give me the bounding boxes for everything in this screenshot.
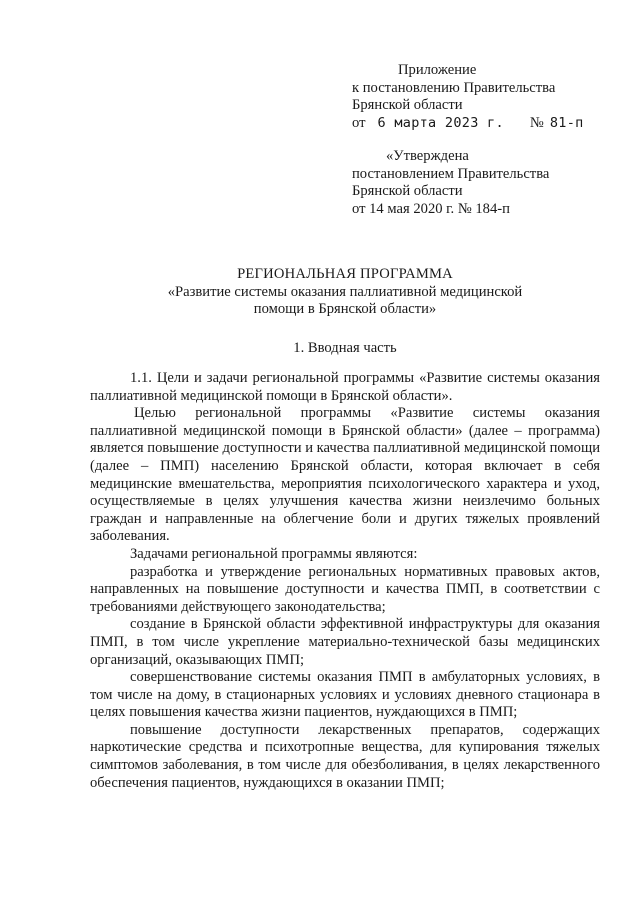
order-number: 81-п — [549, 114, 584, 131]
appendix-line-resolution: к постановлению Правительства — [352, 79, 556, 96]
program-subtitle-line-2: помощи в Брянской области» — [253, 301, 437, 318]
approved-line-resolution: постановлением Правительства — [352, 165, 550, 182]
order-date: 6 марта 2023 г. — [377, 114, 504, 131]
appendix-title: Приложение — [398, 62, 477, 78]
program-subtitle-line-1: «Развитие системы оказания паллиативной медицинской — [167, 283, 523, 300]
paragraph: Задачами региональной программы являются: — [130, 545, 418, 562]
order-prefix: от — [352, 114, 366, 131]
paragraph: совершенствование системы оказания ПМП в амбулаторных условиях, в том числе на дому, в стационарных условиях и условиях дневного стационара в целях повышения качества жизни пациентов, нуждающихся в ПМП; — [90, 669, 600, 721]
body-text — [90, 370, 600, 792]
order-number-prefix: № — [529, 114, 544, 131]
program-title-block — [90, 266, 600, 319]
paragraph: создание в Брянской области эффективной инфраструктуры для оказания ПМП, в том числе укрепление материально-технической базы медицинских организаций, оказывающих ПМП; — [90, 616, 600, 668]
paragraph: повышение доступности лекарственных препаратов, содержащих наркотические средства и психотропные вещества, для купирования тяжелых симптомов заболевания, в том числе для обезболивания, в целях лекарственного обеспечения пациентов, нуждающихся в оказании ПМП; — [90, 721, 600, 791]
appendix-line-region: Брянской области — [352, 97, 463, 114]
section-heading: 1. Вводная часть — [293, 340, 397, 356]
approved-line-region: Брянской области — [352, 183, 463, 200]
approved-title: «Утверждена — [386, 148, 469, 164]
program-title: РЕГИОНАЛЬНАЯ ПРОГРАММА — [237, 266, 453, 282]
approved-block — [352, 148, 622, 218]
approved-line-date: от 14 мая 2020 г. № 184-п — [352, 200, 510, 217]
appendix-order-line — [352, 115, 622, 133]
appendix-block — [352, 62, 622, 132]
paragraph: разработка и утверждение региональных нормативных правовых актов, направленных на повышение доступности и качества ПМП, в соответствии с требованиями действующего законодательства; — [90, 563, 600, 615]
paragraph: 1.1. Цели и задачи региональной программы «Развитие системы оказания паллиативной медицинской помощи в Брянской области». — [90, 370, 600, 404]
paragraph: Целью региональной программы «Развитие системы оказания паллиативной медицинской помощи в Брянской области» (далее – программа) является повышение доступности и качества паллиативной медицинской помощи (далее – ПМП) населению Брянской области, которая включает в себя медицинские вмешательства, мероприятия психологического характера и уход, осуществляемые в целях улучшения качества жизни неизлечимо больных граждан и направленные на облегчение боли и других тяжелых проявлений заболевания. — [90, 405, 600, 545]
